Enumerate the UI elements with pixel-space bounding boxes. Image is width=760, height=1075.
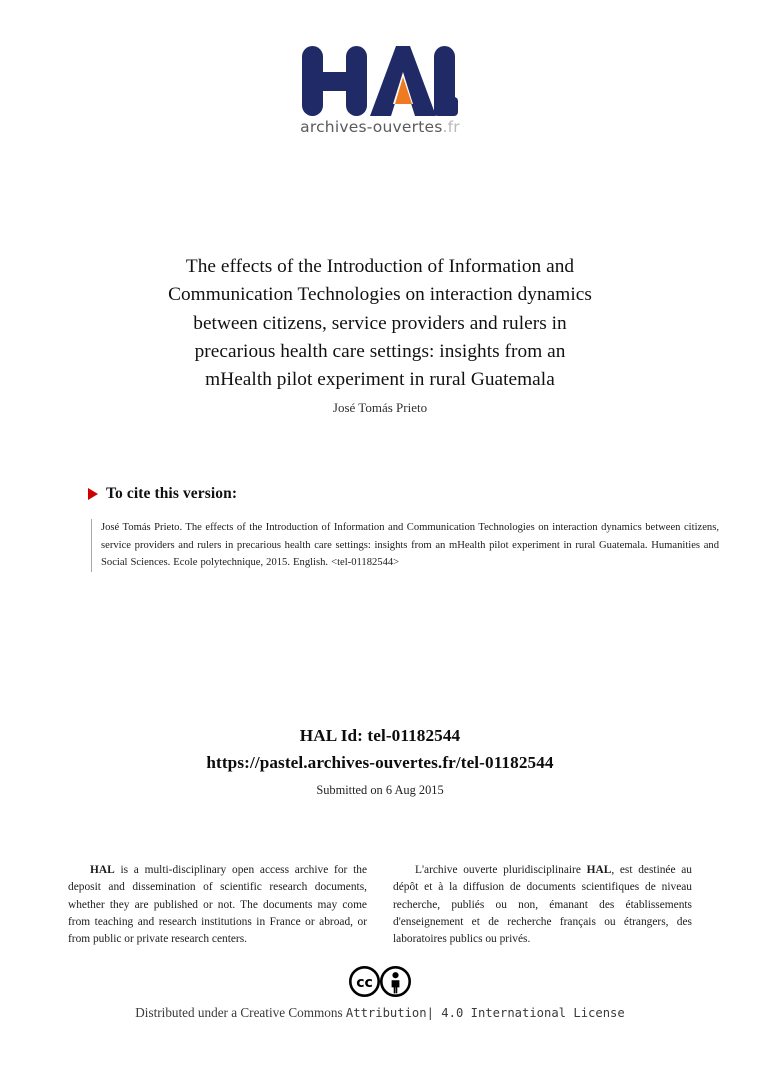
footer-hal-bold-en: HAL <box>90 864 115 876</box>
license-line <box>0 1004 760 1022</box>
hal-logo-icon <box>300 44 460 122</box>
hal-logo-block <box>0 44 760 136</box>
footer-text-fr: , est destinée au dépôt et à la diffusion de documents scientifiques de niveau recherche, publiés ou non, émanant des établissements d'enseignement et de recherche français ou étrangers, des laboratoires publics ou privés. <box>393 864 692 946</box>
cc-by-icon <box>349 966 411 997</box>
footer-text-fr-prefix: L'archive ouverte pluridisciplinaire <box>415 864 587 876</box>
hal-id-line: HAL Id: tel-01182544 <box>299 726 461 745</box>
triangle-right-icon <box>88 488 98 500</box>
cite-version-heading <box>88 485 237 503</box>
title-line-4: precarious health care settings: insights from an <box>194 340 566 362</box>
citation-block <box>91 519 719 572</box>
hal-id-url[interactable]: https://pastel.archives-ouvertes.fr/tel-01182544 <box>206 753 554 772</box>
footer-hal-bold-fr: HAL <box>586 864 612 876</box>
title-line-5: mHealth pilot experiment in rural Guatemala <box>205 369 555 391</box>
cite-version-heading-label: To cite this version: <box>106 485 238 502</box>
citation-text: José Tomás Prieto. The effects of the Introduction of Information and Communication Technologies on interaction dynamics between citizens, service providers and rulers in precarious health care settings: insights from an mHealth pilot experiment in rural Guatemala. Humanities and Social Sciences. Ecole polytechnique, 2015. English. <tel-01182544> <box>101 522 719 569</box>
hal-logo-tagline <box>0 118 760 136</box>
hal-id-block <box>0 722 760 799</box>
license-prefix: Distributed under a Creative Commons <box>135 1005 346 1020</box>
document-title <box>80 253 680 394</box>
footer-column-french <box>393 862 692 948</box>
title-line-1: The effects of the Introduction of Information and <box>185 256 575 277</box>
hal-id-submitted-date: Submitted on 6 Aug 2015 <box>316 783 444 797</box>
footer-text-en: is a multi-disciplinary open access archive for the deposit and dissemination of scientific research documents, whether they are published or not. The documents may come from teaching and research institutions in France or abroad, or from public or private research centers. <box>68 864 367 946</box>
hal-logo-tagline-tld: .fr <box>442 118 460 136</box>
footer-columns <box>68 862 692 948</box>
title-block <box>80 253 680 417</box>
creative-commons-badge[interactable] <box>0 966 760 1002</box>
hal-logo-tagline-main: archives-ouvertes <box>300 118 443 136</box>
license-name[interactable]: Attribution| 4.0 International License <box>345 1006 625 1020</box>
document-author: José Tomás Prieto <box>332 400 428 416</box>
footer-column-english <box>68 862 367 948</box>
title-line-3: between citizens, service providers and rulers in <box>193 312 567 334</box>
title-line-2: Communication Technologies on interaction dynamics <box>168 284 592 306</box>
svg-text:cc: cc <box>356 975 373 991</box>
